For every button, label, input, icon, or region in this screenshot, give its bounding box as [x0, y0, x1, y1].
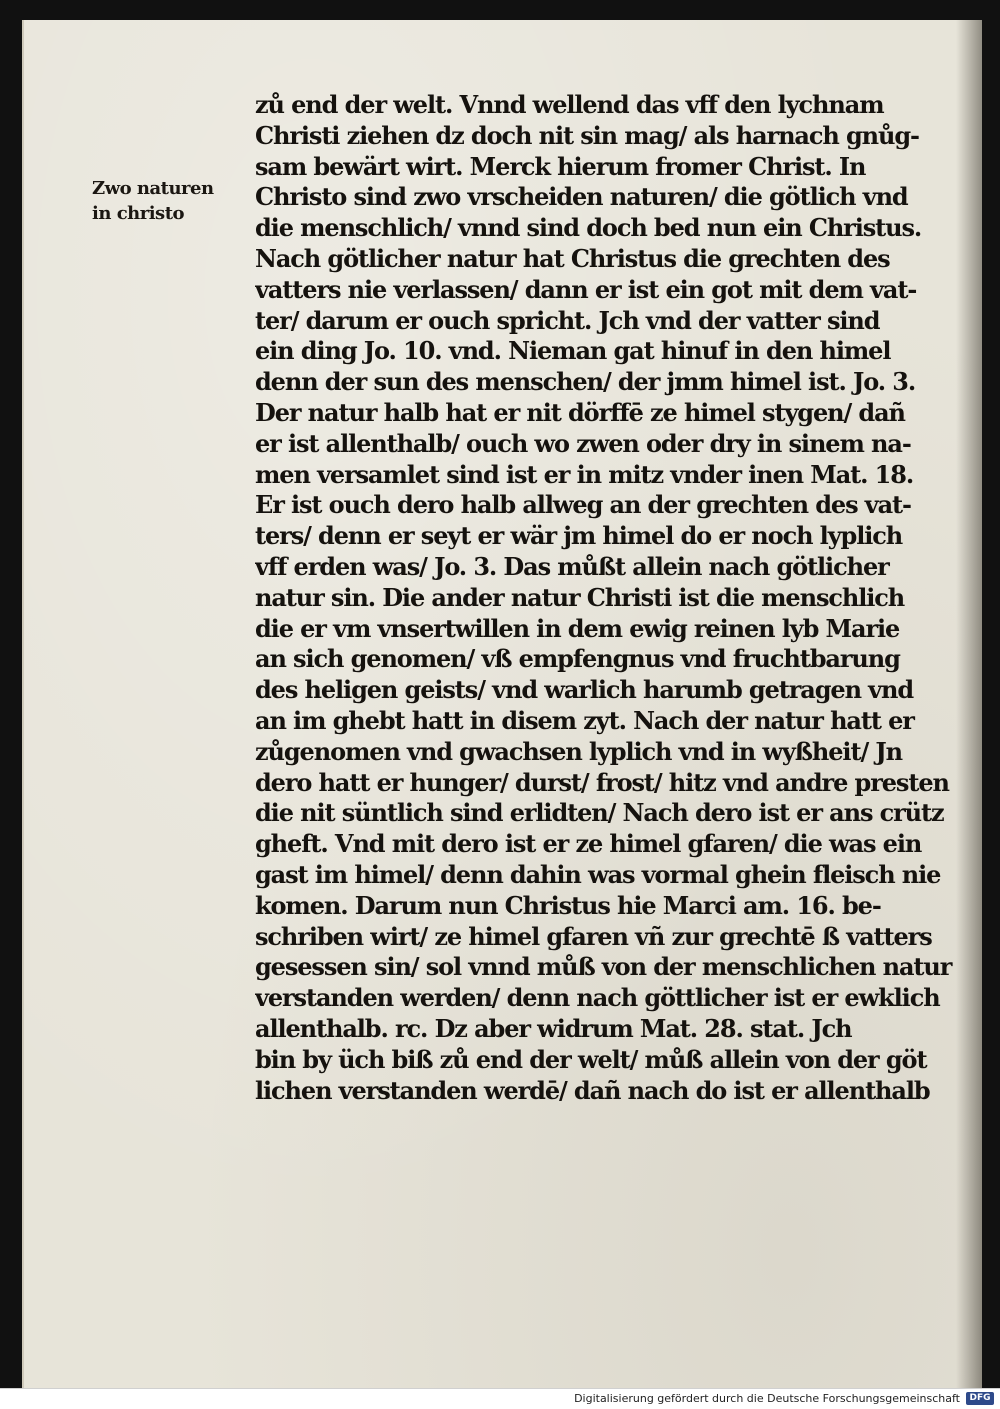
- text-line: denn der sun des menschen/ der jmm himel ist. Jo. 3.: [255, 367, 916, 397]
- text-line: an im ghebt hatt in disem zyt. Nach der natur hatt er: [255, 705, 914, 735]
- text-line: men versamlet sind ist er in mitz vnder inen Mat. 18.: [255, 459, 914, 489]
- text-line: gheft. Vnd mit dero ist er ze himel gfaren/ die was ein: [255, 829, 922, 859]
- margin-note-line: in christo: [92, 203, 185, 224]
- funding-credit: Digitalisierung gefördert durch die Deutsche Forschungsgemeinschaft: [574, 1392, 960, 1405]
- text-line: Christi ziehen dz doch nit sin mag/ als harnach gnůg-: [255, 120, 919, 150]
- text-line: vff erden was/ Jo. 3. Das můßt allein nach götlicher: [255, 551, 889, 581]
- text-line: allenthalb. rc. Dz aber widrum Mat. 28. stat. Jch: [255, 1013, 852, 1043]
- text-line: des heligen geists/ vnd warlich harumb getragen vnd: [255, 675, 914, 705]
- text-line: ein ding Jo. 10. vnd. Nieman gat hinuf in den himel: [255, 336, 891, 366]
- text-line: gesessen sin/ sol vnnd můß von der menschlichen natur: [255, 952, 952, 982]
- dfg-logo-icon: DFG: [966, 1392, 994, 1405]
- margin-note: [92, 176, 232, 226]
- main-text-block: [255, 90, 965, 1106]
- text-line: komen. Darum nun Christus hie Marci am. 16. be-: [255, 890, 881, 920]
- text-line: schriben wirt/ ze himel gfaren vñ zur grechtē ß vatters: [255, 921, 932, 951]
- text-line: zůgenomen vnd gwachsen lyplich vnd in wyßheit/ Jn: [255, 736, 902, 766]
- text-line: vatters nie verlassen/ dann er ist ein got mit dem vat-: [255, 274, 917, 304]
- text-line: Nach götlicher natur hat Christus die grechten des: [255, 243, 890, 273]
- text-line: sam bewärt wirt. Merck hierum fromer Christ. In: [255, 151, 866, 181]
- text-line: zů end der welt. Vnnd wellend das vff den lychnam: [255, 90, 884, 119]
- text-line: er ist allenthalb/ ouch wo zwen oder dry in sinem na-: [255, 428, 911, 458]
- text-line: gast im himel/ denn dahin was vormal ghein fleisch nie: [255, 859, 941, 889]
- text-line: Christo sind zwo vrscheiden naturen/ die götlich vnd: [255, 182, 908, 212]
- text-line: bin by üch biß zů end der welt/ můß allein von der göt: [255, 1044, 927, 1074]
- text-line: verstanden werden/ denn nach göttlicher ist er ewklich: [255, 983, 940, 1013]
- text-line: lichen verstanden werdē/ dañ nach do ist er allenthalb: [255, 1075, 930, 1105]
- text-line: dero hatt er hunger/ durst/ frost/ hitz vnd andre presten: [255, 767, 949, 797]
- text-line: Er ist ouch dero halb allweg an der grechten des vat-: [255, 490, 911, 520]
- text-line: natur sin. Die ander natur Christi ist die menschlich: [255, 582, 905, 612]
- text-line: ter/ darum er ouch spricht. Jch vnd der vatter sind: [255, 305, 880, 335]
- text-line: an sich genomen/ vß empfengnus vnd fruchtbarung: [255, 644, 900, 674]
- footer-bar: [0, 1388, 1000, 1409]
- text-line: die menschlich/ vnnd sind doch bed nun ein Christus.: [255, 213, 922, 243]
- text-line: die er vm vnsertwillen in dem ewig reinen lyb Marie: [255, 613, 900, 643]
- text-line: Der natur halb hat er nit dörffē ze himel stygen/ dañ: [255, 397, 905, 427]
- margin-note-line: Zwo naturen: [92, 178, 214, 199]
- text-line: die nit süntlich sind erlidten/ Nach dero ist er ans crütz: [255, 798, 944, 828]
- text-line: ters/ denn er seyt er wär jm himel do er noch lyplich: [255, 521, 903, 551]
